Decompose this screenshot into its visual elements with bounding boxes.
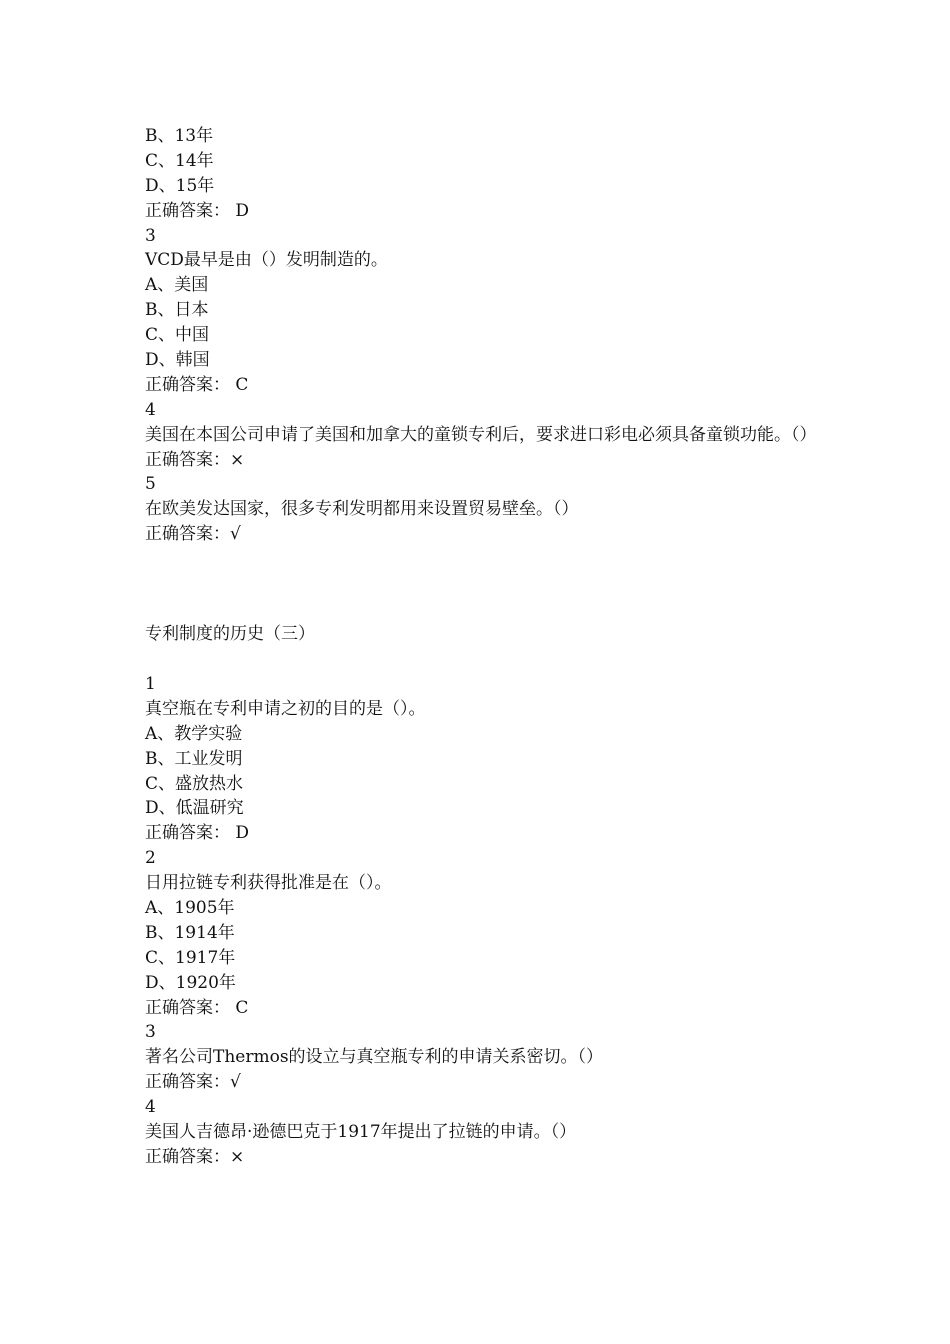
question-number: 4 — [145, 1097, 156, 1118]
question-number: 5 — [145, 474, 156, 495]
spacer — [145, 647, 845, 672]
question-text: 美国在本国公司申请了美国和加拿大的童锁专利后，要求进口彩电必须具备童锁功能。（） — [145, 424, 817, 445]
option-c: C、中国 — [145, 325, 210, 346]
option-c: C、1917年 — [145, 947, 236, 968]
question-number: 3 — [145, 1022, 156, 1043]
answer: 正确答案： D — [145, 823, 250, 844]
option-d: D、低温研究 — [145, 798, 244, 819]
question-number: 2 — [145, 848, 156, 869]
option-c: C、盛放热水 — [145, 773, 244, 794]
option-d: D、1920年 — [145, 972, 236, 993]
option-b: B、13年 — [145, 126, 214, 146]
question-text: 真空瓶在专利申请之初的目的是（）。 — [145, 698, 426, 719]
option-b: B、1914年 — [145, 922, 235, 943]
question-text: 美国人吉德昂·逊德巴克于1917年提出了拉链的申请。（） — [145, 1121, 577, 1142]
answer: 正确答案：× — [145, 1146, 245, 1167]
question-text: 在欧美发达国家，很多专利发明都用来设置贸易壁垒。（） — [145, 499, 579, 520]
spacer — [145, 547, 845, 622]
option-d: D、韩国 — [145, 350, 210, 371]
answer: 正确答案：√ — [145, 524, 241, 545]
option-c: C、14年 — [145, 150, 214, 171]
question-text: VCD最早是由（）发明制造的。 — [145, 250, 388, 271]
question-number: 3 — [145, 225, 156, 246]
answer: 正确答案： D — [145, 200, 250, 221]
option-a: A、教学实验 — [145, 723, 243, 744]
answer: 正确答案：× — [145, 449, 245, 470]
question-number: 4 — [145, 399, 156, 420]
question-number: 1 — [145, 673, 156, 694]
question-text: 日用拉链专利获得批准是在（）。 — [145, 873, 392, 894]
option-a: A、美国 — [145, 275, 209, 296]
answer: 正确答案： C — [145, 997, 249, 1018]
answer: 正确答案：√ — [145, 1072, 241, 1093]
section-title: 专利制度的历史（三） — [145, 624, 315, 645]
option-b: B、工业发明 — [145, 748, 243, 769]
document-content — [145, 124, 845, 1170]
option-a: A、1905年 — [145, 897, 235, 918]
option-d: D、15年 — [145, 175, 215, 196]
question-text: 著名公司Thermos的设立与真空瓶专利的申请关系密切。（） — [145, 1047, 604, 1068]
answer: 正确答案： C — [145, 374, 249, 395]
option-b: B、日本 — [145, 300, 209, 321]
